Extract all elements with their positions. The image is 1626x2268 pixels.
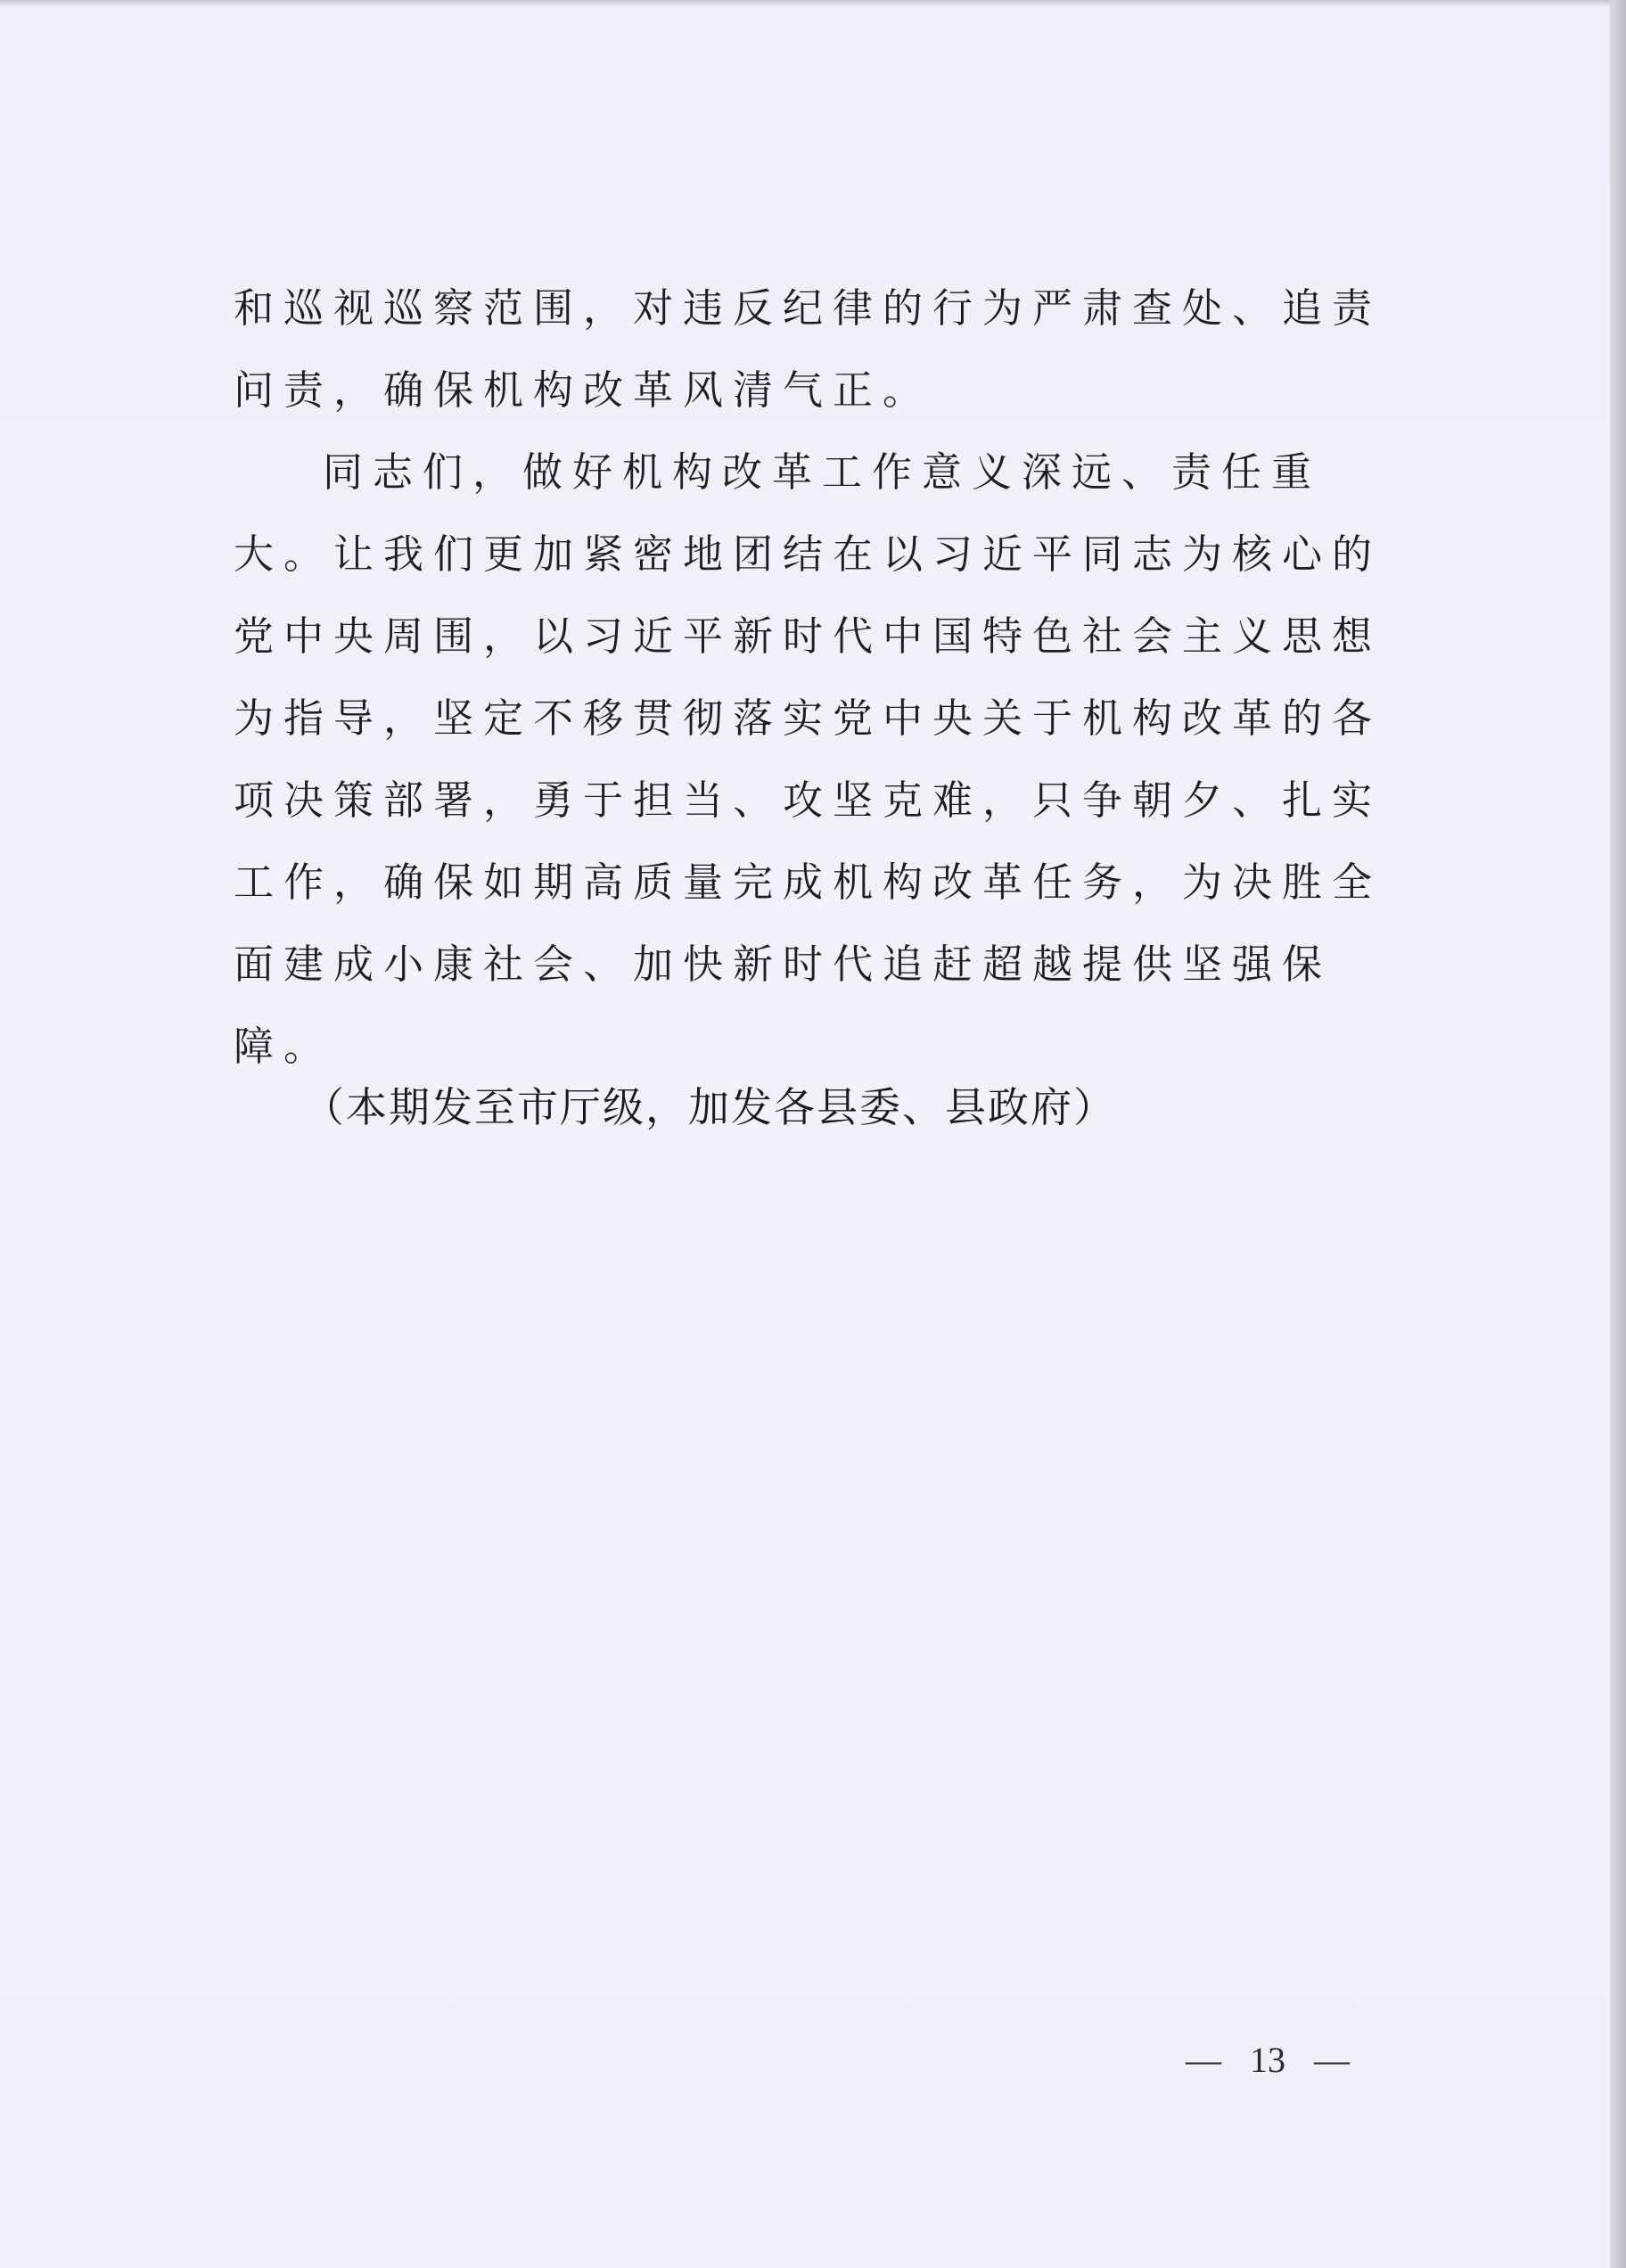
paragraph-continuation: 和巡视巡察范围，对违反纪律的行为严肃查处、追责问责，确保机构改革风清气正。 <box>234 284 1383 414</box>
paragraph-closing: 同志们，做好机构改革工作意义深远、责任重大。让我们更加紧密地团结在以习近平同志为核心的党中央周围，以习近平新时代中国特色社会主义思想为指导，坚定不移贯彻落实党中央关于机构改革的各项决策部署，勇于担当、攻坚克难，只争朝夕、扎实工作，确保如期高质量完成机构改革任务，为决胜全面建成小康社会、加快新时代追赶超越提供坚强保障。 <box>234 448 1383 1070</box>
scan-edge-right <box>1610 0 1626 2268</box>
page-number: — 13 — <box>1186 2040 1350 2080</box>
scan-edge-top <box>0 0 1626 7</box>
body-text <box>234 267 1419 1088</box>
distribution-note: （本期发至市厅级，加发各县委、县政府） <box>303 1083 1116 1131</box>
